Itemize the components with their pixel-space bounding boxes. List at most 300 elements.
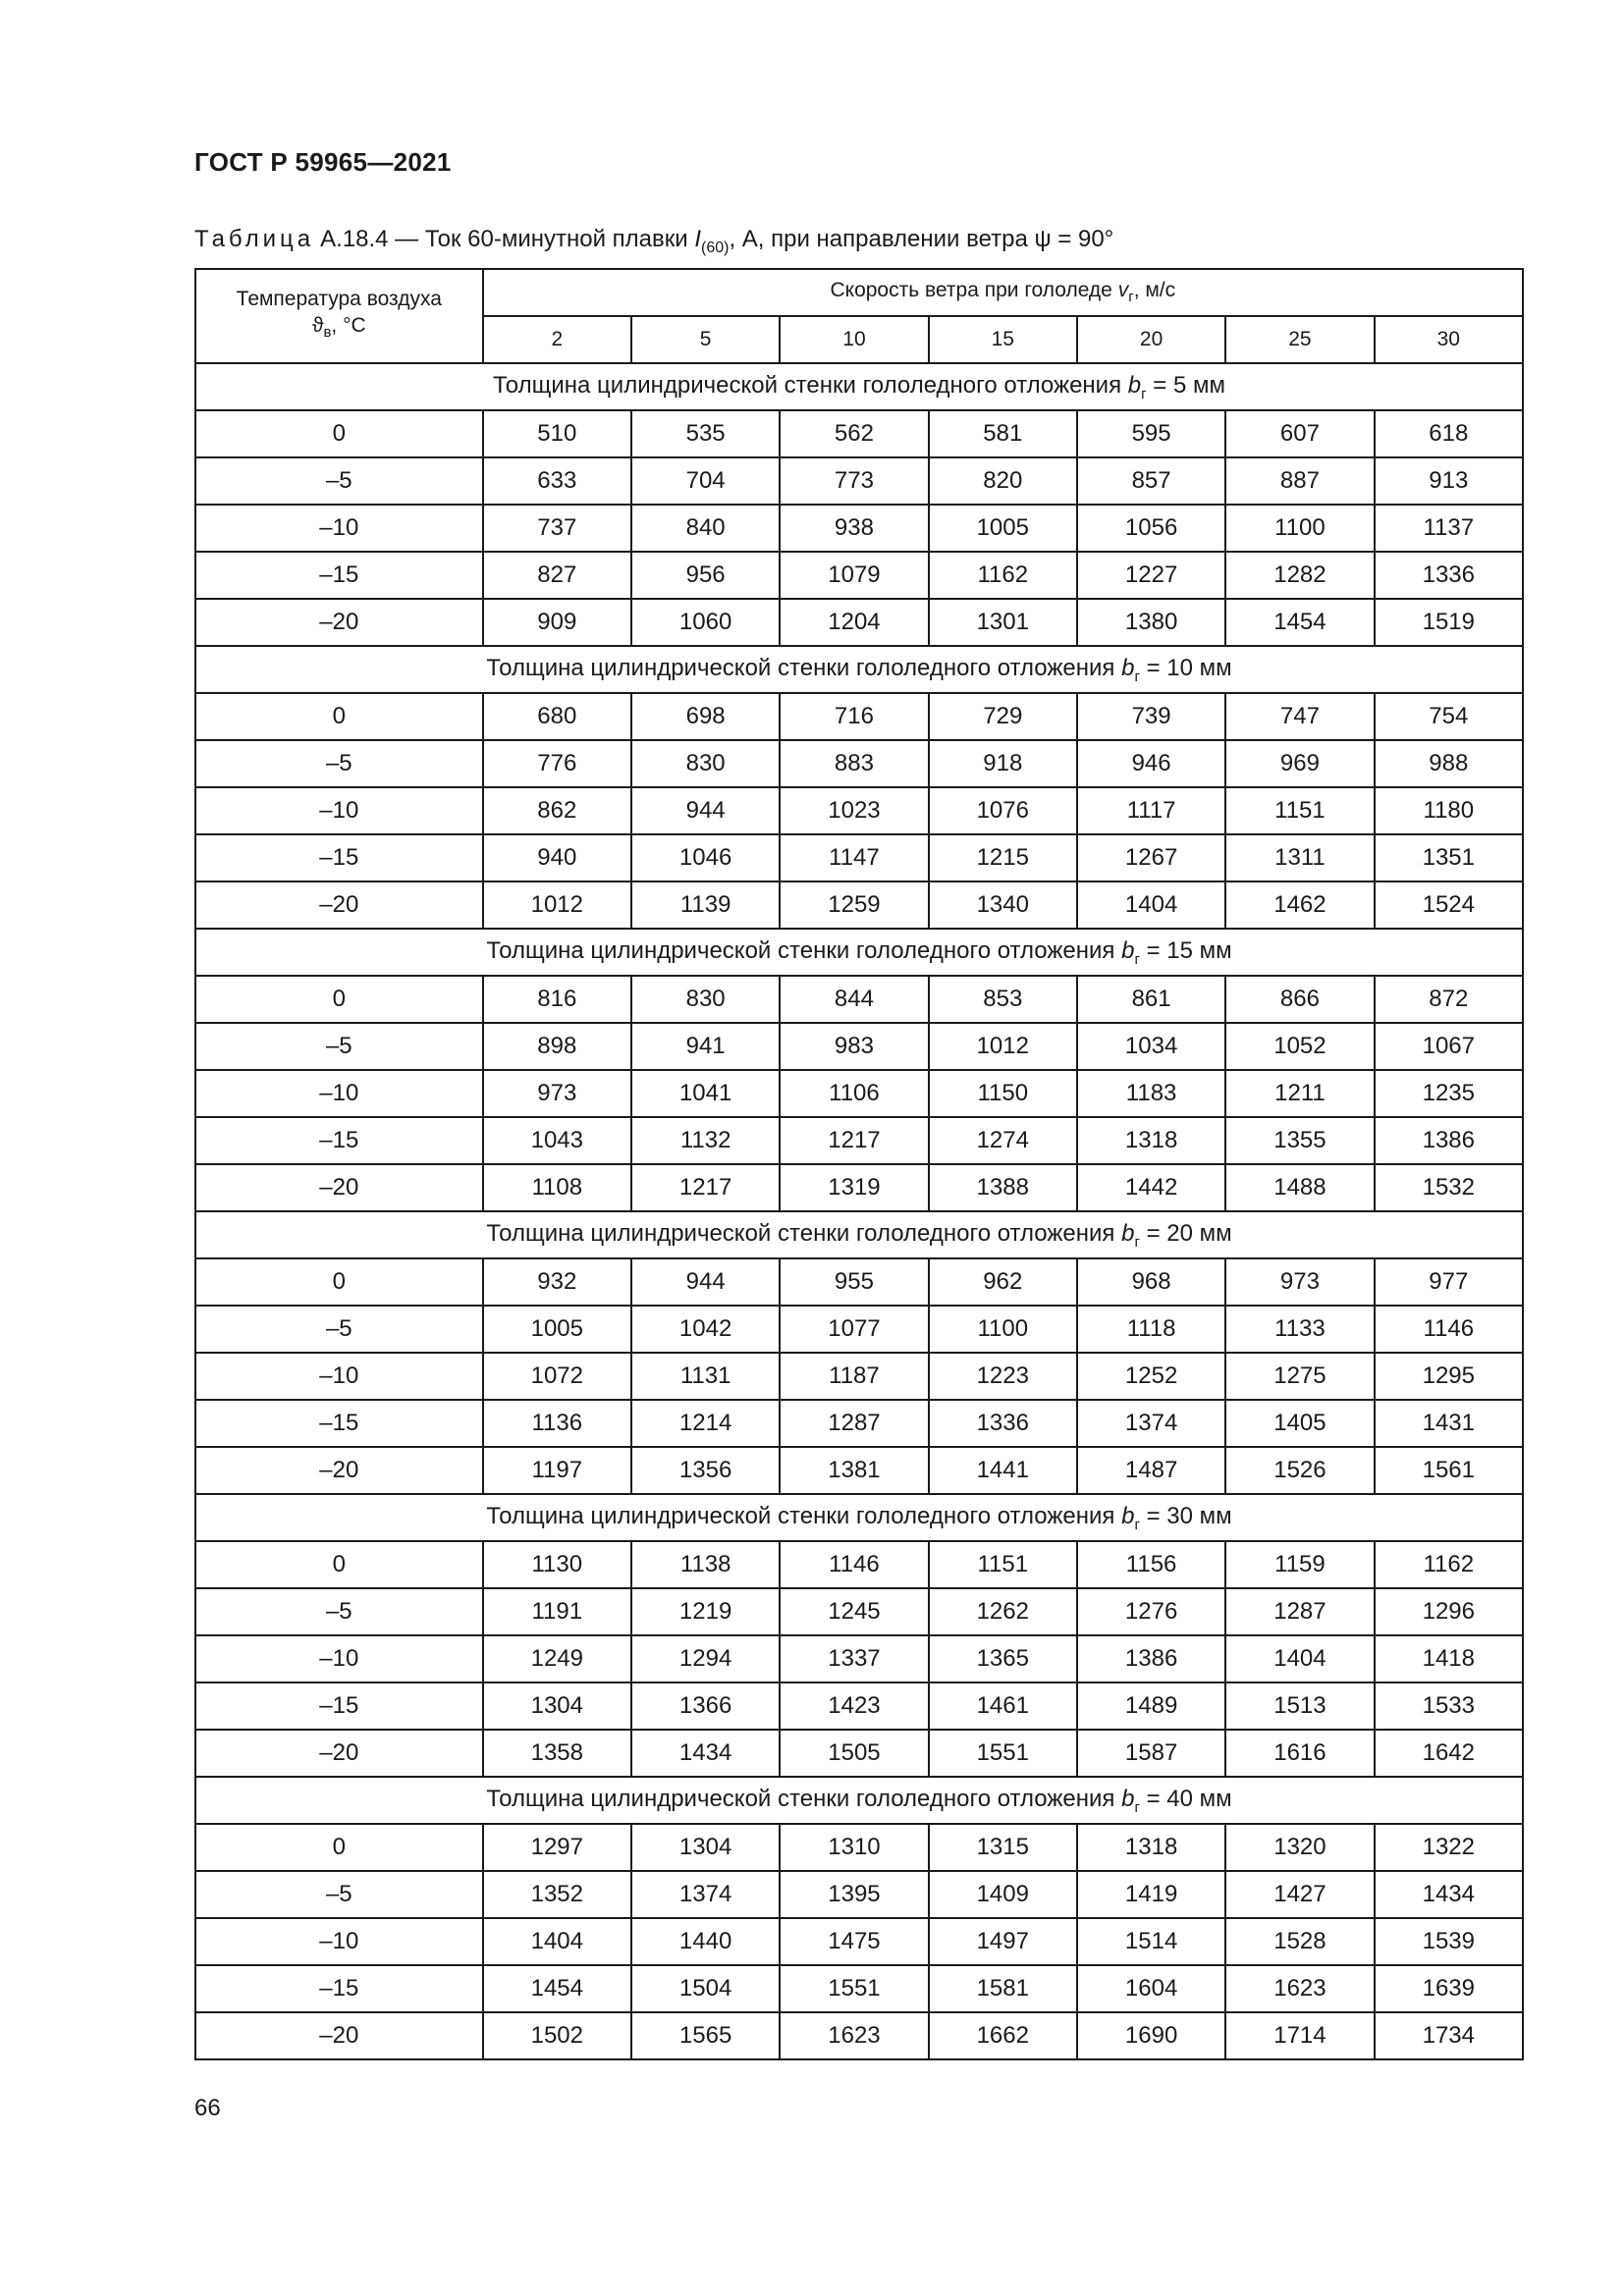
- current-value-cell: 973: [483, 1070, 631, 1117]
- current-value-cell: 866: [1225, 976, 1374, 1023]
- current-value-cell: 1319: [780, 1164, 928, 1211]
- current-value-cell: 1136: [483, 1400, 631, 1447]
- current-value-cell: 1358: [483, 1730, 631, 1777]
- section-title: [195, 1777, 1523, 1824]
- section-symbol-sub: г: [1134, 1798, 1140, 1816]
- table-row: [195, 881, 1523, 929]
- current-value-cell: 1187: [780, 1353, 928, 1400]
- current-value-cell: 1734: [1375, 2012, 1523, 2059]
- current-value-cell: 1227: [1077, 552, 1225, 599]
- current-value-cell: 1623: [780, 2012, 928, 2059]
- temperature-header: [195, 269, 483, 363]
- section-thickness: = 5 мм: [1146, 371, 1225, 399]
- current-value-cell: 988: [1375, 740, 1523, 787]
- current-value-cell: 1046: [631, 834, 780, 881]
- current-value-cell: 1551: [780, 1965, 928, 2012]
- current-value-cell: 1489: [1077, 1682, 1225, 1730]
- current-value-cell: 1388: [929, 1164, 1077, 1211]
- caption-text-after: , А, при направлении ветра ψ = 90°: [729, 226, 1114, 252]
- current-value-cell: 909: [483, 599, 631, 646]
- wind-speed-header: [483, 269, 1523, 316]
- table-row: [195, 1306, 1523, 1353]
- caption-number: А.18.4: [320, 226, 389, 252]
- table-row: [195, 505, 1523, 552]
- temperature-cell: –20: [195, 2012, 483, 2059]
- current-value-cell: 1409: [929, 1871, 1077, 1918]
- temperature-cell: –5: [195, 1023, 483, 1070]
- page-number: 66: [194, 2095, 221, 2121]
- current-value-cell: 618: [1375, 410, 1523, 457]
- section-prefix: Толщина цилиндрической стенки гололедного отложения: [486, 654, 1122, 681]
- section-thickness: = 10 мм: [1139, 654, 1232, 681]
- current-value-cell: 872: [1375, 976, 1523, 1023]
- table-row: [195, 457, 1523, 505]
- current-value-cell: 1513: [1225, 1682, 1374, 1730]
- current-value-cell: 1287: [780, 1400, 928, 1447]
- current-value-cell: 1587: [1077, 1730, 1225, 1777]
- current-value-cell: 747: [1225, 693, 1374, 740]
- current-value-cell: 1274: [929, 1117, 1077, 1164]
- section-symbol: b: [1121, 1219, 1135, 1247]
- temperature-cell: –5: [195, 1871, 483, 1918]
- section-symbol-sub: г: [1134, 1516, 1140, 1533]
- section-prefix: Толщина цилиндрической стенки гололедного отложения: [486, 1219, 1122, 1247]
- current-value-cell: 1100: [1225, 505, 1374, 552]
- current-value-cell: 1616: [1225, 1730, 1374, 1777]
- current-value-cell: 1395: [780, 1871, 928, 1918]
- section-prefix: Толщина цилиндрической стенки гололедного отложения: [486, 936, 1122, 964]
- current-value-cell: 1690: [1077, 2012, 1225, 2059]
- section-thickness: = 40 мм: [1139, 1785, 1232, 1812]
- current-value-cell: 1287: [1225, 1588, 1374, 1635]
- table-row: [195, 1871, 1523, 1918]
- current-value-cell: 1434: [1375, 1871, 1523, 1918]
- current-value-cell: 1526: [1225, 1447, 1374, 1494]
- temperature-cell: –10: [195, 505, 483, 552]
- current-value-cell: 1539: [1375, 1918, 1523, 1965]
- section-row: [195, 1211, 1523, 1258]
- current-value-cell: 1005: [483, 1306, 631, 1353]
- current-value-cell: 1475: [780, 1918, 928, 1965]
- current-value-cell: 1497: [929, 1918, 1077, 1965]
- table-row: [195, 1635, 1523, 1682]
- current-value-cell: 1197: [483, 1447, 631, 1494]
- current-value-cell: 535: [631, 410, 780, 457]
- current-value-cell: 977: [1375, 1258, 1523, 1306]
- current-value-cell: 944: [631, 1258, 780, 1306]
- current-value-cell: 1440: [631, 1918, 780, 1965]
- section-title: [195, 646, 1523, 693]
- current-value-cell: 1561: [1375, 1447, 1523, 1494]
- temperature-cell: –10: [195, 1918, 483, 1965]
- current-value-cell: 1267: [1077, 834, 1225, 881]
- wind-speed-cell: 30: [1375, 316, 1523, 363]
- current-value-cell: 1434: [631, 1730, 780, 1777]
- table-row: [195, 1164, 1523, 1211]
- temperature-cell: –10: [195, 787, 483, 834]
- temperature-cell: –15: [195, 1400, 483, 1447]
- current-value-cell: 1639: [1375, 1965, 1523, 2012]
- table-row: [195, 1682, 1523, 1730]
- current-value-cell: 1374: [1077, 1400, 1225, 1447]
- current-value-cell: 595: [1077, 410, 1225, 457]
- temperature-cell: –20: [195, 881, 483, 929]
- current-value-cell: 1315: [929, 1824, 1077, 1871]
- table-body: [195, 363, 1523, 2059]
- temperature-unit: , °C: [331, 314, 366, 338]
- table-row: [195, 552, 1523, 599]
- current-value-cell: 840: [631, 505, 780, 552]
- temperature-cell: –15: [195, 1117, 483, 1164]
- section-symbol: b: [1127, 371, 1142, 399]
- current-value-cell: 581: [929, 410, 1077, 457]
- current-value-cell: 1147: [780, 834, 928, 881]
- temperature-cell: 0: [195, 1541, 483, 1588]
- current-value-cell: 816: [483, 976, 631, 1023]
- current-value-cell: 1012: [929, 1023, 1077, 1070]
- current-value-cell: 1505: [780, 1730, 928, 1777]
- current-value-cell: 830: [631, 740, 780, 787]
- current-value-cell: 1151: [1225, 787, 1374, 834]
- current-value-cell: 983: [780, 1023, 928, 1070]
- current-value-cell: 1442: [1077, 1164, 1225, 1211]
- temperature-cell: –15: [195, 1682, 483, 1730]
- current-value-cell: 1276: [1077, 1588, 1225, 1635]
- current-value-cell: 1419: [1077, 1871, 1225, 1918]
- section-thickness: = 30 мм: [1139, 1502, 1232, 1529]
- current-value-cell: 1076: [929, 787, 1077, 834]
- current-value-cell: 1108: [483, 1164, 631, 1211]
- current-value-cell: 887: [1225, 457, 1374, 505]
- table-row: [195, 1117, 1523, 1164]
- current-value-cell: 1042: [631, 1306, 780, 1353]
- wind-symbol-sub: г: [1128, 289, 1134, 306]
- current-value-cell: 1365: [929, 1635, 1077, 1682]
- temperature-cell: –15: [195, 552, 483, 599]
- table-row: [195, 740, 1523, 787]
- section-symbol-sub: г: [1134, 1233, 1140, 1251]
- current-value-cell: 1318: [1077, 1117, 1225, 1164]
- current-value-cell: 940: [483, 834, 631, 881]
- current-value-cell: 729: [929, 693, 1077, 740]
- current-value-cell: 861: [1077, 976, 1225, 1023]
- current-value-cell: 1304: [631, 1824, 780, 1871]
- current-value-cell: 1404: [1077, 881, 1225, 929]
- current-value-cell: 1138: [631, 1541, 780, 1588]
- current-value-cell: 1077: [780, 1306, 928, 1353]
- current-value-cell: 1219: [631, 1588, 780, 1635]
- current-value-cell: 1311: [1225, 834, 1374, 881]
- section-symbol-sub: г: [1134, 667, 1140, 685]
- document-code: ГОСТ Р 59965—2021: [194, 147, 452, 177]
- current-value-cell: 1139: [631, 881, 780, 929]
- current-value-cell: 1067: [1375, 1023, 1523, 1070]
- temperature-cell: –5: [195, 457, 483, 505]
- table-row: [195, 976, 1523, 1023]
- current-value-cell: 973: [1225, 1258, 1374, 1306]
- table-row: [195, 1447, 1523, 1494]
- current-value-cell: 633: [483, 457, 631, 505]
- wind-speed-cell: 15: [929, 316, 1077, 363]
- current-value-cell: 955: [780, 1258, 928, 1306]
- caption-text-before: — Ток 60-минутной плавки: [388, 226, 695, 252]
- temperature-cell: –10: [195, 1070, 483, 1117]
- section-symbol: b: [1121, 1785, 1135, 1812]
- current-value-cell: 737: [483, 505, 631, 552]
- temperature-cell: 0: [195, 1824, 483, 1871]
- current-value-cell: 1100: [929, 1306, 1077, 1353]
- current-value-cell: 1146: [780, 1541, 928, 1588]
- current-value-cell: 830: [631, 976, 780, 1023]
- current-value-cell: 1662: [929, 2012, 1077, 2059]
- current-value-cell: 1043: [483, 1117, 631, 1164]
- current-value-cell: 968: [1077, 1258, 1225, 1306]
- current-value-cell: 1183: [1077, 1070, 1225, 1117]
- current-value-cell: 1034: [1077, 1023, 1225, 1070]
- current-value-cell: 680: [483, 693, 631, 740]
- section-prefix: Толщина цилиндрической стенки гололедного отложения: [486, 1785, 1122, 1812]
- wind-speed-cell: 2: [483, 316, 631, 363]
- wind-speed-cell: 5: [631, 316, 780, 363]
- table-row: [195, 1824, 1523, 1871]
- table-row: [195, 1918, 1523, 1965]
- current-value-cell: 1012: [483, 881, 631, 929]
- temperature-cell: –20: [195, 599, 483, 646]
- temperature-cell: –20: [195, 1164, 483, 1211]
- temperature-cell: –20: [195, 1447, 483, 1494]
- table-row: [195, 1730, 1523, 1777]
- current-value-cell: 1320: [1225, 1824, 1374, 1871]
- wind-unit: , м/с: [1133, 279, 1176, 302]
- current-value-cell: 1041: [631, 1070, 780, 1117]
- current-value-cell: 1159: [1225, 1541, 1374, 1588]
- table-row: [195, 1965, 1523, 2012]
- current-value-cell: 1146: [1375, 1306, 1523, 1353]
- table-row: [195, 410, 1523, 457]
- current-value-cell: 1214: [631, 1400, 780, 1447]
- current-value-cell: 857: [1077, 457, 1225, 505]
- current-value-cell: 1336: [1375, 552, 1523, 599]
- current-value-cell: 754: [1375, 693, 1523, 740]
- section-thickness: = 15 мм: [1139, 936, 1232, 964]
- current-value-cell: 1282: [1225, 552, 1374, 599]
- current-value-cell: 1355: [1225, 1117, 1374, 1164]
- wind-symbol: v: [1117, 279, 1129, 302]
- section-row: [195, 646, 1523, 693]
- temperature-cell: –20: [195, 1730, 483, 1777]
- wind-header-prefix: Скорость ветра при гололеде: [830, 279, 1118, 302]
- current-value-cell: 1322: [1375, 1824, 1523, 1871]
- current-value-cell: 1461: [929, 1682, 1077, 1730]
- section-symbol: b: [1121, 936, 1135, 964]
- table-row: [195, 1258, 1523, 1306]
- current-value-cell: 1132: [631, 1117, 780, 1164]
- current-value-cell: 1427: [1225, 1871, 1374, 1918]
- table-row: [195, 2012, 1523, 2059]
- current-value-cell: 1295: [1375, 1353, 1523, 1400]
- current-value-cell: 1352: [483, 1871, 631, 1918]
- caption-symbol: I: [694, 226, 701, 252]
- table-row: [195, 599, 1523, 646]
- current-value-cell: 1294: [631, 1635, 780, 1682]
- current-value-cell: 1052: [1225, 1023, 1374, 1070]
- temperature-cell: –15: [195, 1965, 483, 2012]
- current-value-cell: 1488: [1225, 1164, 1374, 1211]
- current-value-cell: 1180: [1375, 787, 1523, 834]
- current-value-cell: 1514: [1077, 1918, 1225, 1965]
- current-value-cell: 1133: [1225, 1306, 1374, 1353]
- current-value-cell: 704: [631, 457, 780, 505]
- current-value-cell: 1386: [1077, 1635, 1225, 1682]
- section-row: [195, 1777, 1523, 1824]
- current-value-cell: 698: [631, 693, 780, 740]
- current-value-cell: 1211: [1225, 1070, 1374, 1117]
- current-value-cell: 1356: [631, 1447, 780, 1494]
- current-value-cell: 1262: [929, 1588, 1077, 1635]
- current-value-cell: 1487: [1077, 1447, 1225, 1494]
- current-value-cell: 1623: [1225, 1965, 1374, 2012]
- current-value-cell: 1386: [1375, 1117, 1523, 1164]
- current-value-cell: 1162: [929, 552, 1077, 599]
- table-row: [195, 693, 1523, 740]
- current-value-cell: 1431: [1375, 1400, 1523, 1447]
- table-row: [195, 834, 1523, 881]
- current-value-cell: 969: [1225, 740, 1374, 787]
- current-value-cell: 1304: [483, 1682, 631, 1730]
- current-value-cell: 1072: [483, 1353, 631, 1400]
- current-value-cell: 1137: [1375, 505, 1523, 552]
- temperature-cell: –5: [195, 1588, 483, 1635]
- current-value-cell: 562: [780, 410, 928, 457]
- current-value-cell: 1156: [1077, 1541, 1225, 1588]
- current-value-cell: 1297: [483, 1824, 631, 1871]
- wind-speed-cell: 20: [1077, 316, 1225, 363]
- current-value-cell: 932: [483, 1258, 631, 1306]
- current-value-cell: 1504: [631, 1965, 780, 2012]
- current-value-cell: 1462: [1225, 881, 1374, 929]
- temperature-cell: –5: [195, 1306, 483, 1353]
- current-value-cell: 1060: [631, 599, 780, 646]
- current-value-cell: 1301: [929, 599, 1077, 646]
- section-prefix: Толщина цилиндрической стенки гололедного отложения: [486, 1502, 1122, 1529]
- current-value-cell: 941: [631, 1023, 780, 1070]
- temperature-cell: 0: [195, 976, 483, 1023]
- section-title: [195, 1211, 1523, 1258]
- current-value-cell: 1532: [1375, 1164, 1523, 1211]
- current-value-cell: 1079: [780, 552, 928, 599]
- caption-symbol-sub: (60): [701, 239, 730, 256]
- current-value-cell: 1524: [1375, 881, 1523, 929]
- table-row: [195, 1070, 1523, 1117]
- current-value-cell: 1418: [1375, 1635, 1523, 1682]
- current-value-cell: 739: [1077, 693, 1225, 740]
- current-value-cell: 1245: [780, 1588, 928, 1635]
- section-title: [195, 929, 1523, 976]
- section-title: [195, 1494, 1523, 1541]
- section-title: [195, 363, 1523, 410]
- temperature-cell: 0: [195, 410, 483, 457]
- table-row: [195, 1023, 1523, 1070]
- current-value-cell: 1454: [483, 1965, 631, 2012]
- table-row: [195, 787, 1523, 834]
- table-row: [195, 1541, 1523, 1588]
- current-value-cell: 1162: [1375, 1541, 1523, 1588]
- current-value-cell: 853: [929, 976, 1077, 1023]
- current-value-cell: 1318: [1077, 1824, 1225, 1871]
- current-value-cell: 1405: [1225, 1400, 1374, 1447]
- section-symbol-sub: г: [1134, 950, 1140, 968]
- current-value-cell: 1023: [780, 787, 928, 834]
- current-value-cell: 1235: [1375, 1070, 1523, 1117]
- current-value-cell: 1581: [929, 1965, 1077, 2012]
- current-value-cell: 1374: [631, 1871, 780, 1918]
- current-value-cell: 1204: [780, 599, 928, 646]
- current-value-cell: 1340: [929, 881, 1077, 929]
- current-value-cell: 1296: [1375, 1588, 1523, 1635]
- current-value-cell: 1351: [1375, 834, 1523, 881]
- current-value-cell: 1130: [483, 1541, 631, 1588]
- current-value-cell: 1404: [1225, 1635, 1374, 1682]
- current-value-cell: 946: [1077, 740, 1225, 787]
- section-symbol: b: [1121, 1502, 1135, 1529]
- current-value-cell: 1336: [929, 1400, 1077, 1447]
- current-value-cell: 862: [483, 787, 631, 834]
- current-value-cell: 1223: [929, 1353, 1077, 1400]
- current-value-cell: 776: [483, 740, 631, 787]
- current-value-cell: 1151: [929, 1541, 1077, 1588]
- current-value-cell: 1642: [1375, 1730, 1523, 1777]
- current-value-cell: 1337: [780, 1635, 928, 1682]
- current-value-cell: 1005: [929, 505, 1077, 552]
- temperature-header-line1: Температура воздуха: [236, 288, 442, 311]
- current-value-cell: 944: [631, 787, 780, 834]
- caption-label: Таблица: [194, 226, 315, 252]
- current-value-cell: 1551: [929, 1730, 1077, 1777]
- current-value-cell: 1423: [780, 1682, 928, 1730]
- section-row: [195, 363, 1523, 410]
- current-value-cell: 918: [929, 740, 1077, 787]
- section-symbol-sub: г: [1141, 385, 1147, 402]
- section-symbol: b: [1121, 654, 1135, 681]
- temperature-cell: –5: [195, 740, 483, 787]
- current-value-cell: 820: [929, 457, 1077, 505]
- temperature-symbol: ϑ: [311, 314, 324, 338]
- table-row: [195, 1588, 1523, 1635]
- current-value-cell: 1118: [1077, 1306, 1225, 1353]
- current-value-cell: 716: [780, 693, 928, 740]
- current-value-cell: 510: [483, 410, 631, 457]
- current-value-cell: 1252: [1077, 1353, 1225, 1400]
- temperature-cell: –15: [195, 834, 483, 881]
- current-value-cell: 1604: [1077, 1965, 1225, 2012]
- current-value-cell: 913: [1375, 457, 1523, 505]
- current-value-cell: 1131: [631, 1353, 780, 1400]
- current-value-cell: 1056: [1077, 505, 1225, 552]
- current-value-cell: 962: [929, 1258, 1077, 1306]
- current-value-cell: 1533: [1375, 1682, 1523, 1730]
- wind-speed-cell: 10: [780, 316, 928, 363]
- current-value-cell: 1275: [1225, 1353, 1374, 1400]
- current-value-cell: 1366: [631, 1682, 780, 1730]
- current-value-cell: 1714: [1225, 2012, 1374, 2059]
- temperature-cell: –10: [195, 1353, 483, 1400]
- temperature-cell: 0: [195, 693, 483, 740]
- current-value-cell: 1215: [929, 834, 1077, 881]
- current-value-cell: 1217: [780, 1117, 928, 1164]
- current-value-cell: 1117: [1077, 787, 1225, 834]
- table-row: [195, 1400, 1523, 1447]
- current-value-cell: 1106: [780, 1070, 928, 1117]
